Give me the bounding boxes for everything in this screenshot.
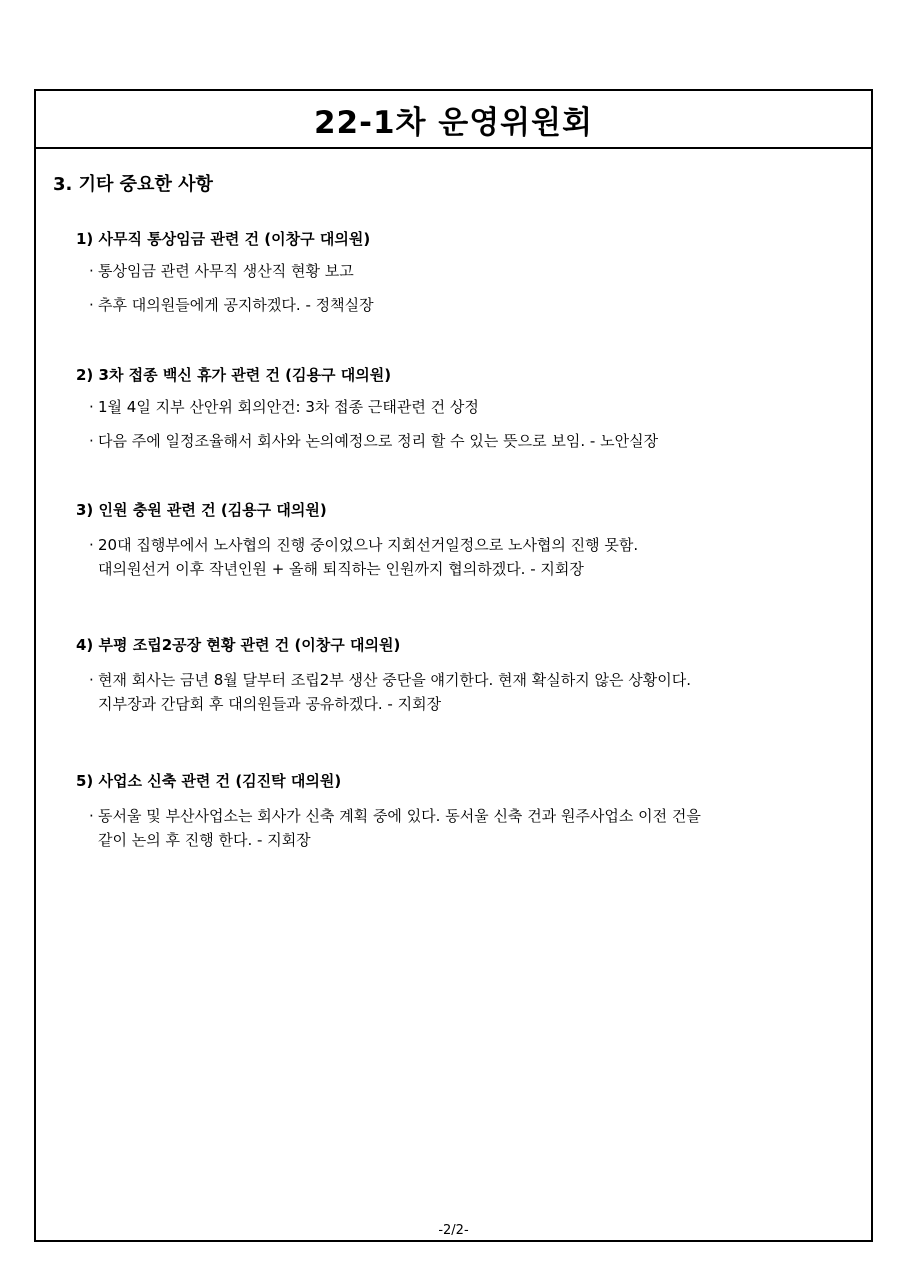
agenda-item-heading: 5) 사업소 신축 관련 건 (김진탁 대의원): [76, 772, 342, 790]
bullet-point: [76, 259, 866, 283]
bullet-dot-icon: ·: [89, 536, 94, 554]
bullet-text: 추후 대의원들에게 공지하겠다. - 정책실장: [98, 296, 374, 314]
agenda-item-3: [76, 499, 866, 581]
bullet-point: [76, 395, 866, 419]
bullet-point: [76, 533, 866, 581]
bullet-text: 20대 집행부에서 노사협의 진행 중이었으나 지회선거일정으로 노사협의 진행 못함.: [98, 536, 639, 554]
bullet-dot-icon: ·: [89, 432, 94, 450]
bullet-dot-icon: ·: [89, 262, 94, 280]
bullet-point: [76, 429, 866, 453]
agenda-item-heading: 2) 3차 접종 백신 휴가 관련 건 (김용구 대의원): [76, 366, 392, 384]
title-box: [36, 91, 871, 149]
agenda-item-5: [76, 770, 866, 852]
bullet-point: [76, 293, 866, 317]
agenda-item-heading: 3) 인원 충원 관련 건 (김용구 대의원): [76, 501, 327, 519]
document-title: 22-1차 운영위원회: [313, 104, 594, 141]
document-frame: [34, 89, 873, 1242]
agenda-item-2: [76, 364, 866, 453]
section-heading: 3. 기타 중요한 사항: [53, 174, 213, 195]
agenda-item-heading: 1) 사무직 통상임금 관련 건 (이창구 대의원): [76, 230, 371, 248]
bullet-dot-icon: ·: [89, 296, 94, 314]
bullet-text: 통상임금 관련 사무직 생산직 현황 보고: [98, 262, 354, 280]
agenda-item-1: [76, 228, 866, 317]
bullet-text: 대의원선거 이후 작년인원 + 올해 퇴직하는 인원까지 협의하겠다. - 지회장: [98, 560, 584, 578]
bullet-dot-icon: ·: [89, 807, 94, 825]
bullet-dot-icon: ·: [89, 398, 94, 416]
agenda-item-4: [76, 634, 866, 716]
bullet-dot-icon: ·: [89, 671, 94, 689]
bullet-text: 동서울 및 부산사업소는 회사가 신축 계획 중에 있다. 동서울 신축 건과 원주사업소 이전 건을: [98, 807, 701, 825]
bullet-text: 현재 회사는 금년 8월 달부터 조립2부 생산 중단을 얘기한다. 현재 확실하지 않은 상황이다.: [98, 671, 691, 689]
bullet-text: 같이 논의 후 진행 한다. - 지회장: [98, 831, 311, 849]
agenda-item-heading: 4) 부평 조립2공장 현황 관련 건 (이창구 대의원): [76, 636, 401, 654]
bullet-text: 1월 4일 지부 산안위 회의안건: 3차 접종 근태관련 건 상정: [98, 398, 479, 416]
bullet-point: [76, 804, 866, 852]
bullet-point: [76, 668, 866, 716]
bullet-text: 다음 주에 일정조율해서 회사와 논의예정으로 정리 할 수 있는 뜻으로 보임. - 노안실장: [98, 432, 659, 450]
bullet-text: 지부장과 간담회 후 대의원들과 공유하겠다. - 지회장: [98, 695, 442, 713]
page-number: -2/2-: [438, 1223, 469, 1238]
